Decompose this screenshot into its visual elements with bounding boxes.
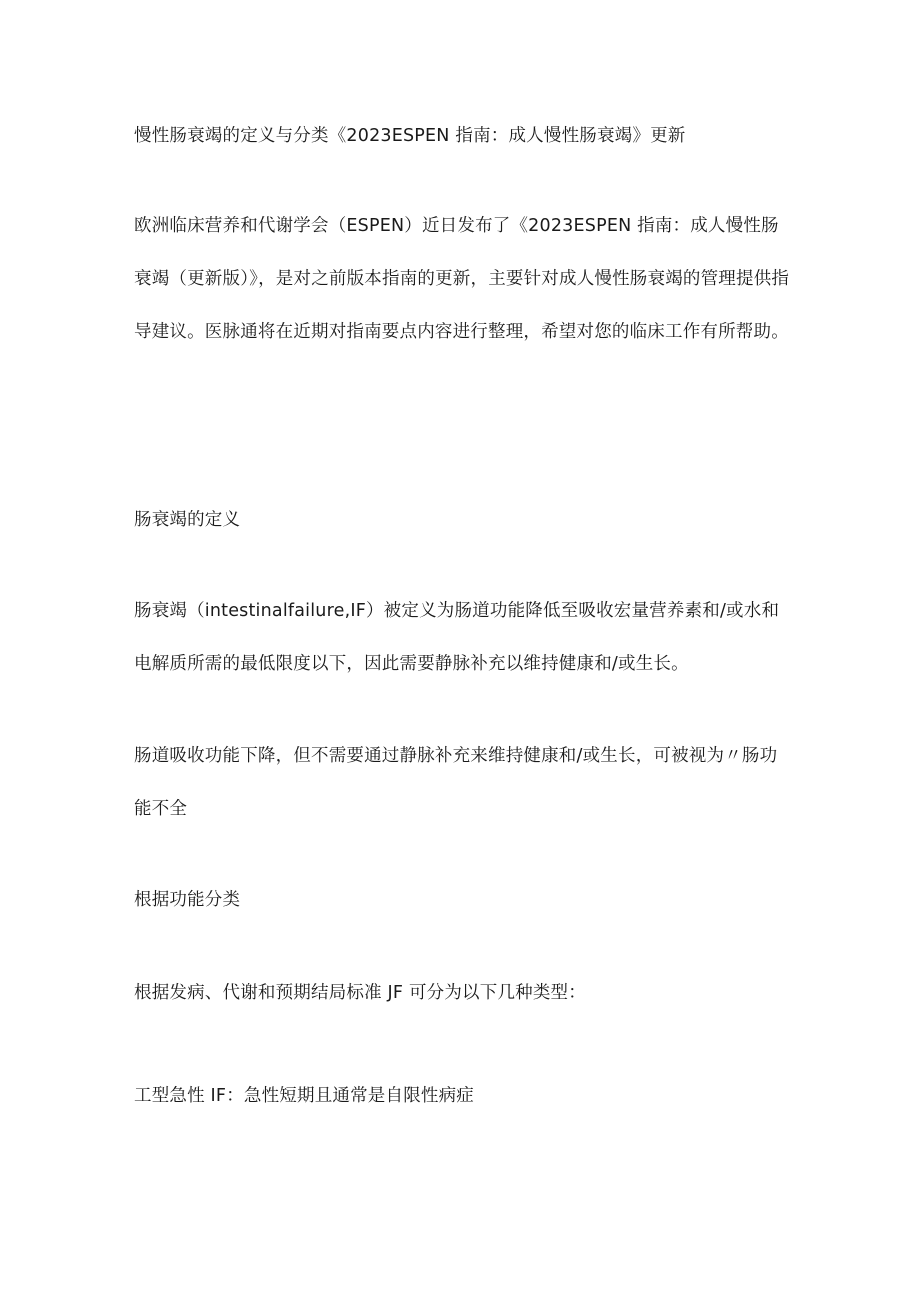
type-one-paragraph: 工型急性 IF：急性短期且通常是自限性病症 [134,1086,474,1106]
classification-heading: 根据功能分类 [134,890,241,910]
classification-intro-paragraph: 根据发病、代谢和预期结局标准 JF 可分为以下几种类型： [134,983,586,1003]
definition-heading: 肠衰竭的定义 [134,510,241,530]
document-title: 慢性肠衰竭的定义与分类《2023ESPEN 指南：成人慢性肠衰竭》更新 [134,126,686,146]
intro-paragraph: 欧洲临床营养和代谢学会（ESPEN）近日发布了《2023ESPEN 指南：成人慢性肠衰竭（更新版）》，是对之前版本指南的更新，主要针对成人慢性肠衰竭的管理提供指导建议。医脉通将在近期对指南要点内容进行整理，希望对您的临床工作有所帮助。 [134,216,790,342]
definition-paragraph: 肠衰竭（intestinalfailure,IF）被定义为肠道功能降低至吸收宏量营养素和/或水和电解质所需的最低限度以下，因此需要静脉补充以维持健康和/或生长。 [134,601,780,674]
insufficiency-paragraph: 肠道吸收功能下降，但不需要通过静脉补充来维持健康和/或生长，可被视为〃肠功能不全 [134,746,778,819]
